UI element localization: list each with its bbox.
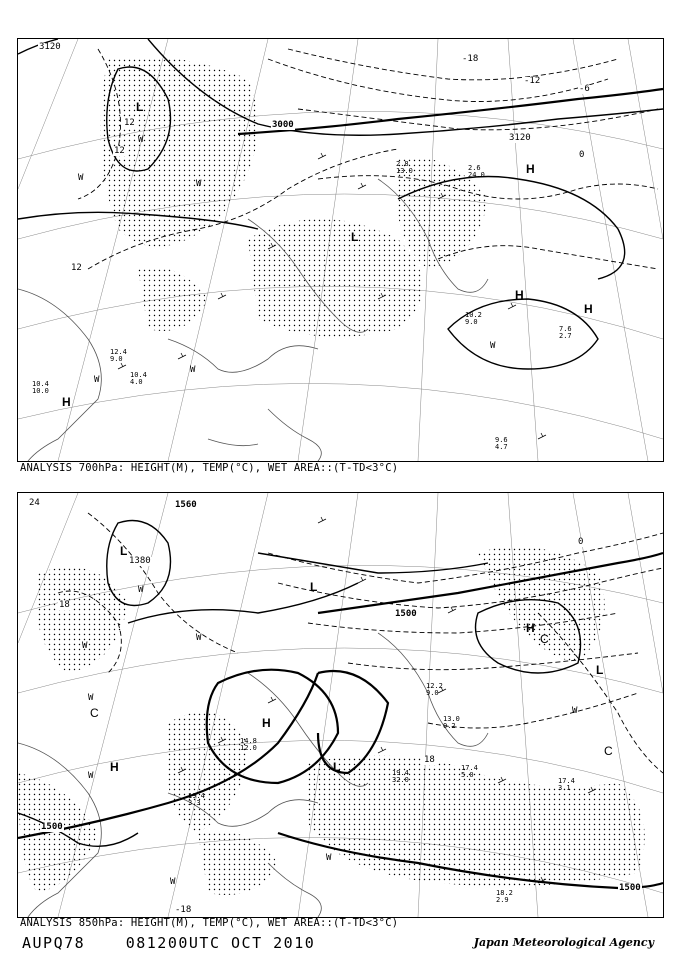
wet-mark: W — [88, 771, 94, 781]
cold-center: C — [540, 632, 549, 646]
caption-850hpa: ANALYSIS 850hPa: HEIGHT(M), TEMP(°C), WET AREA::(T-TD<3°C) — [20, 917, 399, 929]
height-label: 1500 — [619, 883, 641, 893]
wet-mark: W — [190, 365, 196, 375]
wet-mark: W — [490, 341, 496, 351]
station-observation: 10.4 10.0 — [32, 380, 49, 395]
wet-mark: W — [82, 641, 88, 651]
station-observation: 12.4 9.0 — [110, 348, 127, 363]
temp-label: -6 — [579, 84, 590, 94]
low-pressure-center: L — [351, 230, 359, 244]
low-pressure-center: L — [136, 100, 144, 114]
wet-mark: W — [196, 633, 202, 643]
chart-code: AUPQ78 — [22, 934, 86, 952]
high-pressure-center: H — [110, 760, 119, 774]
wet-mark: W — [138, 135, 144, 145]
wet-mark: W — [138, 585, 144, 595]
agency-name: Japan Meteorological Agency — [473, 936, 654, 949]
map-850hpa — [17, 492, 664, 918]
temp-label: 18 — [59, 600, 70, 610]
temp-label: 12 — [114, 146, 125, 156]
height-label: 3120 — [39, 42, 61, 52]
wet-mark: W — [78, 173, 84, 183]
height-label: 1560 — [175, 500, 197, 510]
chart-datetime: 081200UTC OCT 2010 — [125, 934, 316, 952]
temp-label: 0 — [579, 150, 585, 160]
height-label: 1500 — [395, 609, 417, 619]
station-observation: 2.6 24.0 — [468, 164, 485, 179]
high-pressure-center: H — [584, 302, 593, 316]
high-pressure-center: H — [262, 716, 271, 730]
wet-areas — [100, 54, 488, 338]
map-850hpa-graphics — [18, 493, 663, 917]
station-observation: 12.2 9.0 — [426, 682, 443, 697]
station-observation: 19.4 3.3 — [188, 792, 205, 807]
map-700hpa-graphics — [18, 39, 663, 461]
station-observation: 9.6 4.7 — [495, 436, 508, 451]
station-observation: 18.2 2.9 — [496, 889, 513, 904]
cold-center: C — [604, 744, 613, 758]
station-observation: 10.4 4.0 — [130, 371, 147, 386]
map-700hpa — [17, 38, 664, 462]
temp-label: 18 — [424, 755, 435, 765]
chart-footer — [22, 934, 345, 952]
station-observation: 7.6 2.7 — [559, 325, 572, 340]
temp-label: 12 — [124, 118, 135, 128]
temp-label: -12 — [524, 76, 541, 86]
station-observation: 13.0 0.2 — [443, 715, 460, 730]
low-pressure-center: L — [120, 544, 128, 558]
high-pressure-center: H — [526, 162, 535, 176]
wet-mark: W — [94, 375, 100, 385]
cold-center: C — [90, 706, 99, 720]
high-pressure-center: H — [526, 621, 535, 635]
height-label: 3120 — [509, 133, 531, 143]
wet-mark: W — [88, 693, 94, 703]
wet-mark: W — [196, 179, 202, 189]
wet-mark: W — [170, 877, 176, 887]
wet-areas — [18, 546, 645, 895]
temp-label: -18 — [462, 54, 479, 64]
temp-label: 12 — [71, 263, 82, 273]
high-pressure-center: H — [62, 395, 71, 409]
wet-mark: W — [326, 853, 332, 863]
temp-label: 0 — [578, 537, 584, 547]
wet-mark: W — [572, 706, 578, 716]
station-observation: 10.2 9.0 — [465, 311, 482, 326]
station-observation: 19.4 32.0 — [392, 769, 409, 784]
height-label: 1380 — [129, 556, 151, 566]
station-observation: 17.4 3.1 — [558, 777, 575, 792]
low-pressure-center: L — [596, 663, 604, 677]
caption-700hpa: ANALYSIS 700hPa: HEIGHT(M), TEMP(°C), WET AREA::(T-TD<3°C) — [20, 462, 399, 474]
high-pressure-center: H — [515, 288, 524, 302]
main-contour — [238, 89, 663, 134]
low-pressure-center: L — [310, 580, 318, 594]
station-observation: 2.8 13.0 — [396, 160, 413, 175]
temp-label: 24 — [29, 498, 40, 508]
height-label: 1500 — [41, 822, 63, 832]
temp-label: -18 — [175, 905, 192, 915]
station-observation: 14.8 12.0 — [240, 737, 257, 752]
height-label: 3000 — [272, 120, 294, 130]
station-observation: 17.4 5.0 — [461, 764, 478, 779]
low-pressure-center: L — [333, 760, 341, 774]
